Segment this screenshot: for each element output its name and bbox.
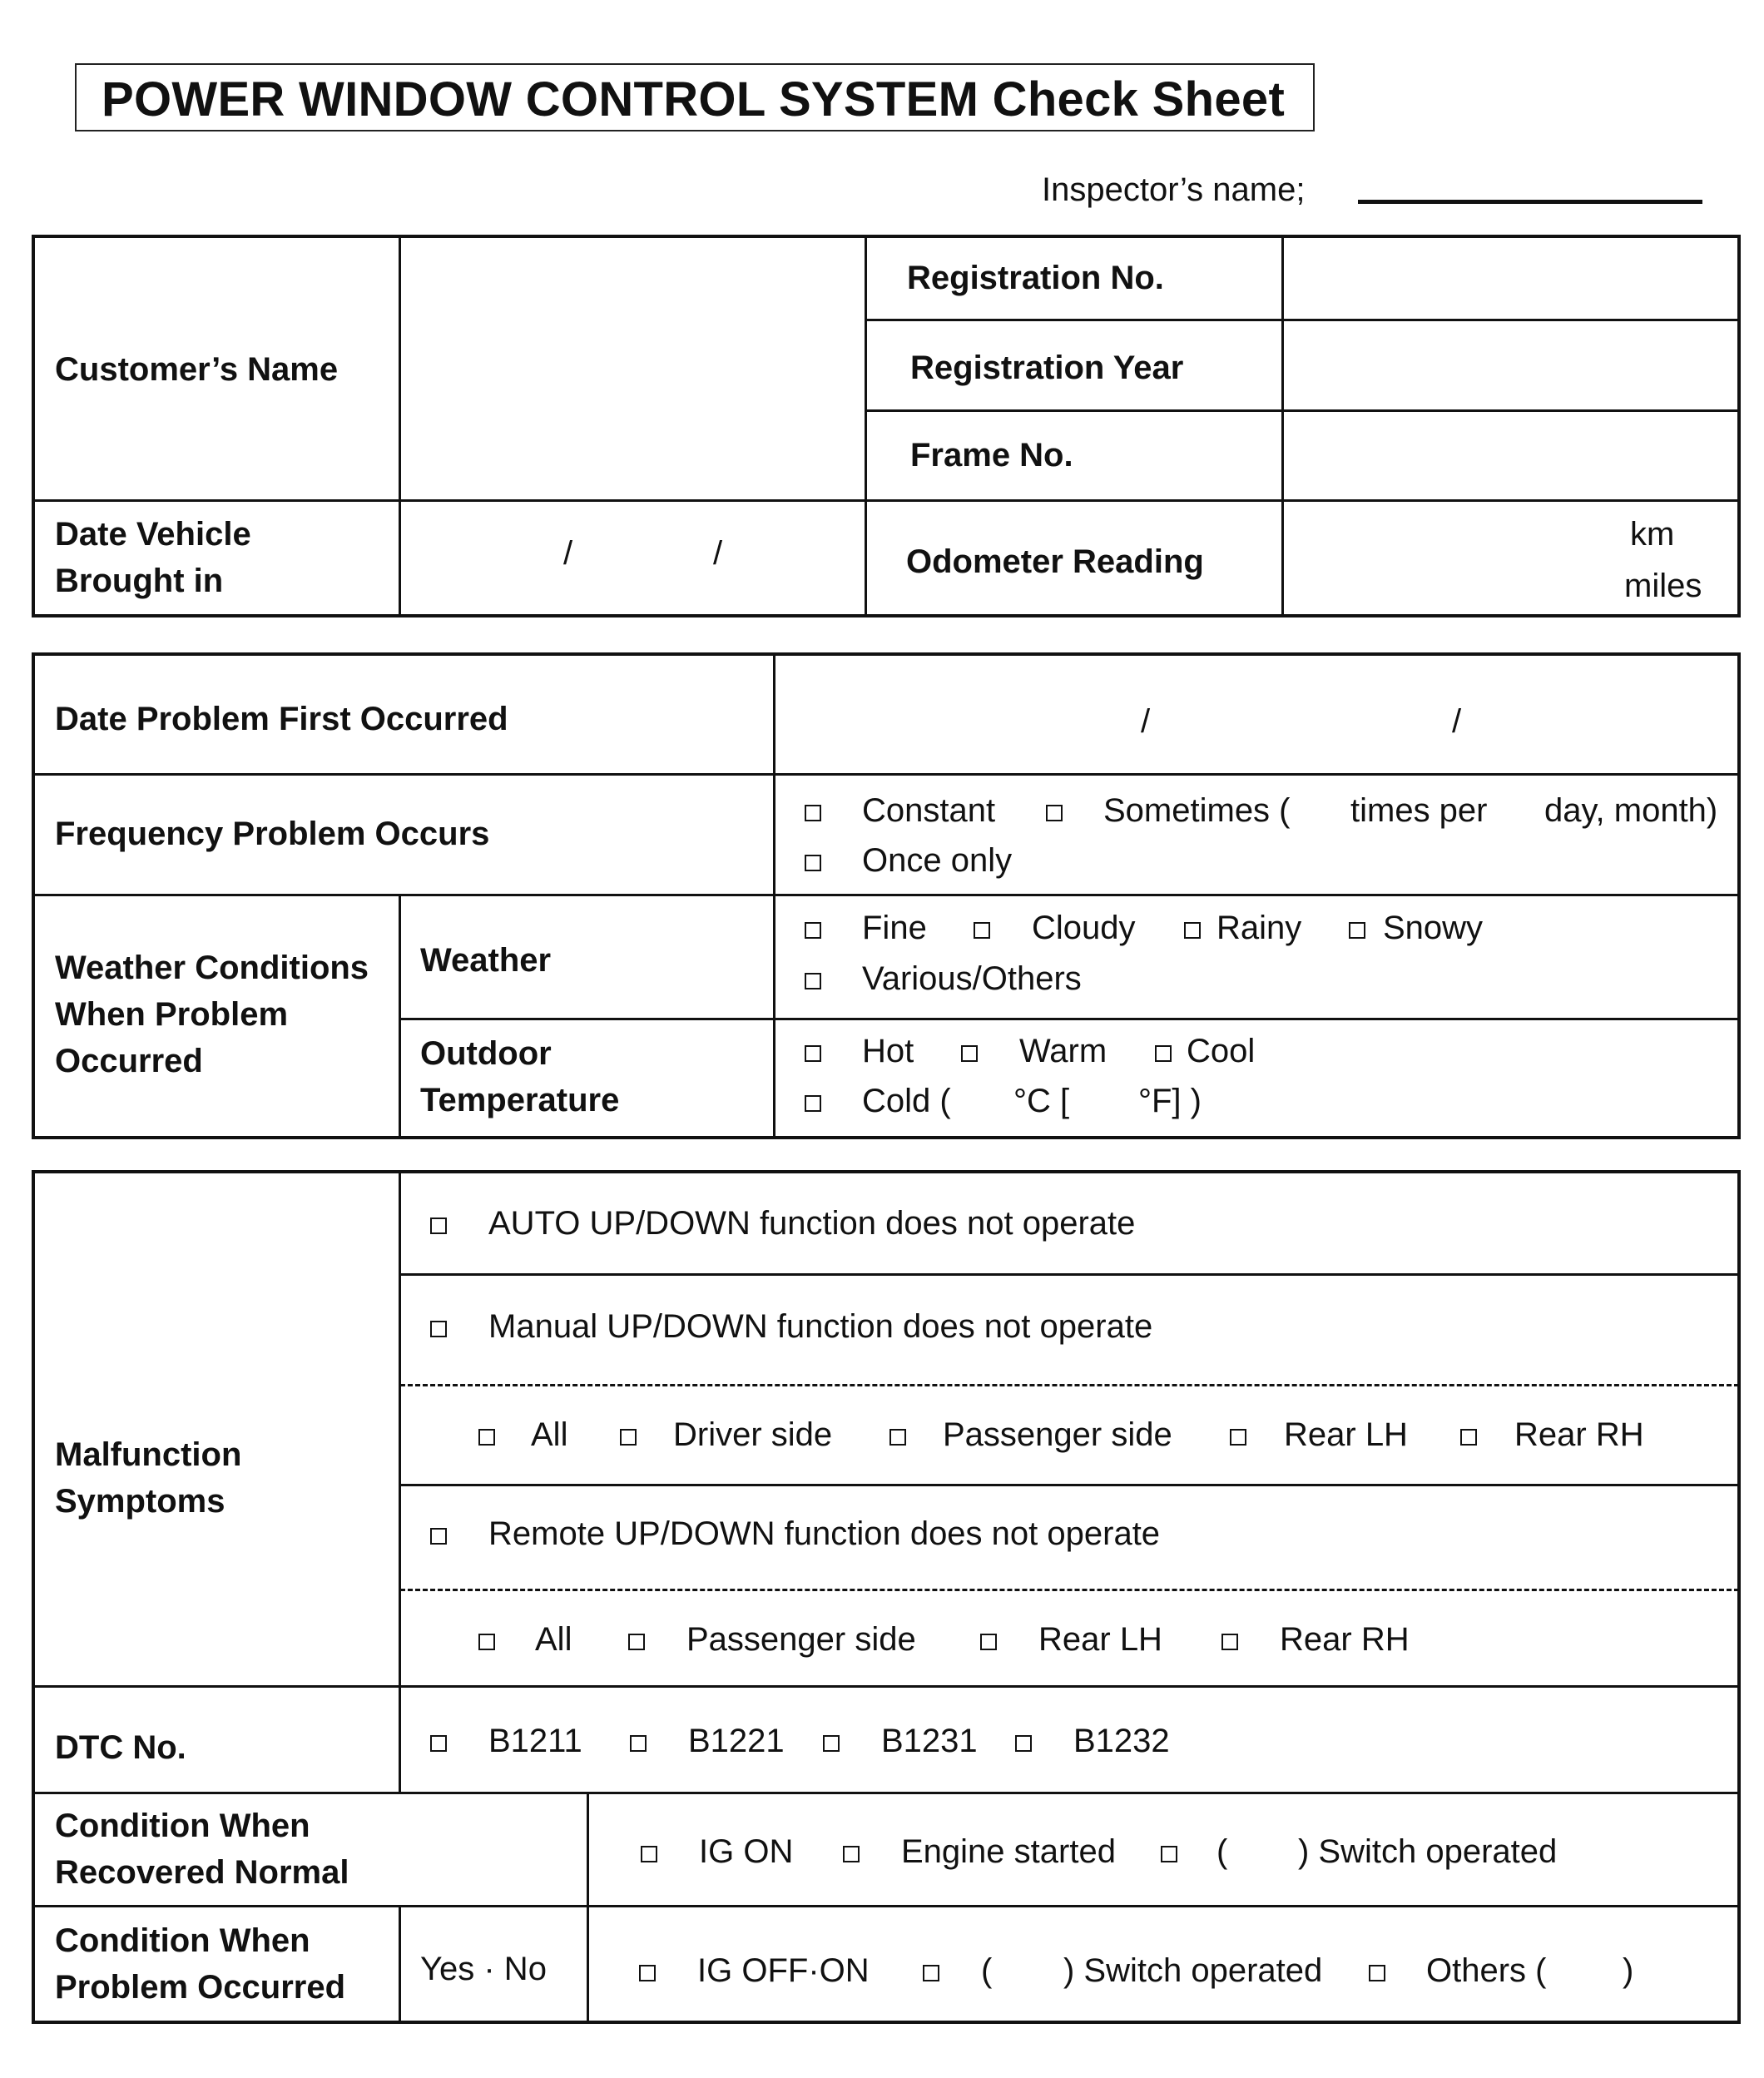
option-manual-passenger: Passenger side	[943, 1416, 1172, 1453]
dtc-b1231: B1231	[881, 1723, 978, 1759]
symptom-auto-updown: AUTO UP/DOWN function does not operate	[488, 1205, 1136, 1242]
inspector-name-field[interactable]	[1358, 200, 1702, 204]
option-manual-driver: Driver side	[673, 1416, 833, 1453]
date-separator: /	[1141, 703, 1151, 740]
dtc-b1232: B1232	[1073, 1723, 1170, 1759]
checkbox-dtc-b1211[interactable]	[430, 1735, 447, 1752]
checkbox-fine[interactable]	[805, 922, 821, 939]
times-per-text: times per	[1350, 792, 1488, 829]
option-cool: Cool	[1187, 1033, 1256, 1069]
option-cold: Cold (	[862, 1083, 951, 1119]
option-recovered-switch: ) Switch operated	[1298, 1833, 1558, 1870]
checkbox-manual-rear-lh[interactable]	[1230, 1429, 1246, 1446]
checkbox-constant[interactable]	[805, 805, 821, 821]
day-month-text: day, month)	[1544, 792, 1718, 829]
checkbox-dtc-b1231[interactable]	[823, 1735, 840, 1752]
frame-no-field[interactable]	[1286, 414, 1736, 496]
yes-no-selector[interactable]: Yes · No	[420, 1951, 547, 1987]
recovered-paren-open: (	[1216, 1833, 1228, 1870]
fahrenheit-unit: °F] )	[1138, 1083, 1202, 1119]
checkbox-manual-rear-rh[interactable]	[1460, 1429, 1477, 1446]
date-separator: /	[563, 535, 573, 572]
frame-no-label: Frame No.	[910, 437, 1073, 474]
checkbox-rainy[interactable]	[1184, 922, 1201, 939]
checkbox-remote-rear-rh[interactable]	[1221, 1634, 1238, 1650]
inspector-label: Inspector’s name;	[1042, 171, 1306, 208]
option-recovered-engine: Engine started	[901, 1833, 1116, 1870]
symptoms-table	[32, 1170, 1741, 2024]
date-first-occurred-label: Date Problem First Occurred	[55, 701, 508, 737]
checkbox-various[interactable]	[805, 973, 821, 989]
occurred-paren-open: (	[981, 1952, 993, 1989]
checkbox-remote-updown[interactable]	[430, 1528, 447, 1545]
registration-year-label: Registration Year	[910, 350, 1184, 386]
checkbox-snowy[interactable]	[1349, 922, 1365, 939]
occurred-paren-close: )	[1623, 1952, 1634, 1989]
option-remote-rear-rh: Rear RH	[1280, 1621, 1410, 1658]
checkbox-occurred-ig[interactable]	[639, 1965, 656, 1981]
option-constant: Constant	[862, 792, 996, 829]
option-various: Various/Others	[862, 960, 1082, 997]
checkbox-remote-all[interactable]	[478, 1634, 495, 1650]
registration-no-field[interactable]	[1286, 241, 1736, 316]
checkbox-occurred-switch[interactable]	[923, 1965, 939, 1981]
option-occurred-others: Others (	[1426, 1952, 1547, 1989]
odometer-label: Odometer Reading	[906, 543, 1204, 580]
option-remote-all: All	[535, 1621, 572, 1658]
option-snowy: Snowy	[1383, 910, 1484, 946]
checkbox-recovered-switch[interactable]	[1161, 1846, 1177, 1862]
option-cloudy: Cloudy	[1032, 910, 1136, 946]
registration-no-label: Registration No.	[907, 260, 1164, 296]
option-hot: Hot	[862, 1033, 914, 1069]
option-remote-passenger: Passenger side	[686, 1621, 916, 1658]
date-brought-label: Date Vehicle Brought in	[55, 516, 251, 599]
option-rainy: Rainy	[1216, 910, 1302, 946]
checkbox-manual-passenger[interactable]	[889, 1429, 906, 1446]
option-remote-rear-lh: Rear LH	[1038, 1621, 1162, 1658]
dtc-b1211: B1211	[488, 1723, 582, 1759]
customer-name-field[interactable]	[404, 241, 861, 495]
checkbox-manual-all[interactable]	[478, 1429, 495, 1446]
checkbox-cold[interactable]	[805, 1095, 821, 1112]
option-once-only: Once only	[862, 842, 1013, 879]
outdoor-temperature-label: Outdoor Temperature	[420, 1035, 620, 1118]
checkbox-manual-updown[interactable]	[430, 1321, 447, 1337]
dtc-b1221: B1221	[688, 1723, 785, 1759]
registration-year-field[interactable]	[1286, 325, 1736, 406]
option-manual-rear-rh: Rear RH	[1514, 1416, 1644, 1453]
weather-label: Weather	[420, 942, 552, 979]
checkbox-remote-rear-lh[interactable]	[980, 1634, 997, 1650]
symptom-manual-updown: Manual UP/DOWN function does not operate	[488, 1308, 1153, 1345]
date-separator: /	[1452, 703, 1462, 740]
option-manual-all: All	[531, 1416, 568, 1453]
option-occurred-ig: IG OFF·ON	[697, 1952, 870, 1989]
condition-occurred-label: Condition When Problem Occurred	[55, 1922, 346, 2006]
option-warm: Warm	[1019, 1033, 1107, 1069]
checkbox-warm[interactable]	[961, 1045, 978, 1062]
option-sometimes: Sometimes (	[1103, 792, 1291, 829]
checkbox-auto-updown[interactable]	[430, 1218, 447, 1234]
symptom-remote-updown: Remote UP/DOWN function does not operate	[488, 1515, 1161, 1552]
condition-recovered-label: Condition When Recovered Normal	[55, 1808, 349, 1891]
checkbox-cloudy[interactable]	[974, 922, 990, 939]
customer-name-label: Customer’s Name	[55, 351, 339, 388]
malfunction-symptoms-label: Malfunction Symptoms	[55, 1436, 242, 1520]
checkbox-occurred-others[interactable]	[1369, 1965, 1385, 1981]
checkbox-manual-driver[interactable]	[620, 1429, 637, 1446]
option-occurred-switch: ) Switch operated	[1063, 1952, 1323, 1989]
checkbox-sometimes[interactable]	[1046, 805, 1063, 821]
checkbox-hot[interactable]	[805, 1045, 821, 1062]
frequency-label: Frequency Problem Occurs	[55, 816, 490, 852]
unit-km: km	[1630, 516, 1675, 553]
weather-conditions-label: Weather Conditions When Problem Occurred	[55, 950, 369, 1079]
dtc-label: DTC No.	[55, 1729, 186, 1766]
celsius-unit: °C [	[1013, 1083, 1070, 1119]
checkbox-recovered-ig-on[interactable]	[641, 1846, 657, 1862]
checkbox-cool[interactable]	[1155, 1045, 1172, 1062]
option-recovered-ig-on: IG ON	[699, 1833, 794, 1870]
option-fine: Fine	[862, 910, 927, 946]
checkbox-dtc-b1221[interactable]	[630, 1735, 647, 1752]
page-title: POWER WINDOW CONTROL SYSTEM Check Sheet	[102, 72, 1286, 126]
date-separator: /	[713, 535, 723, 572]
checkbox-once-only[interactable]	[805, 855, 821, 871]
checkbox-remote-passenger[interactable]	[628, 1634, 645, 1650]
checkbox-dtc-b1232[interactable]	[1015, 1735, 1032, 1752]
checkbox-recovered-engine[interactable]	[843, 1846, 860, 1862]
option-manual-rear-lh: Rear LH	[1284, 1416, 1408, 1453]
unit-miles: miles	[1624, 568, 1702, 604]
